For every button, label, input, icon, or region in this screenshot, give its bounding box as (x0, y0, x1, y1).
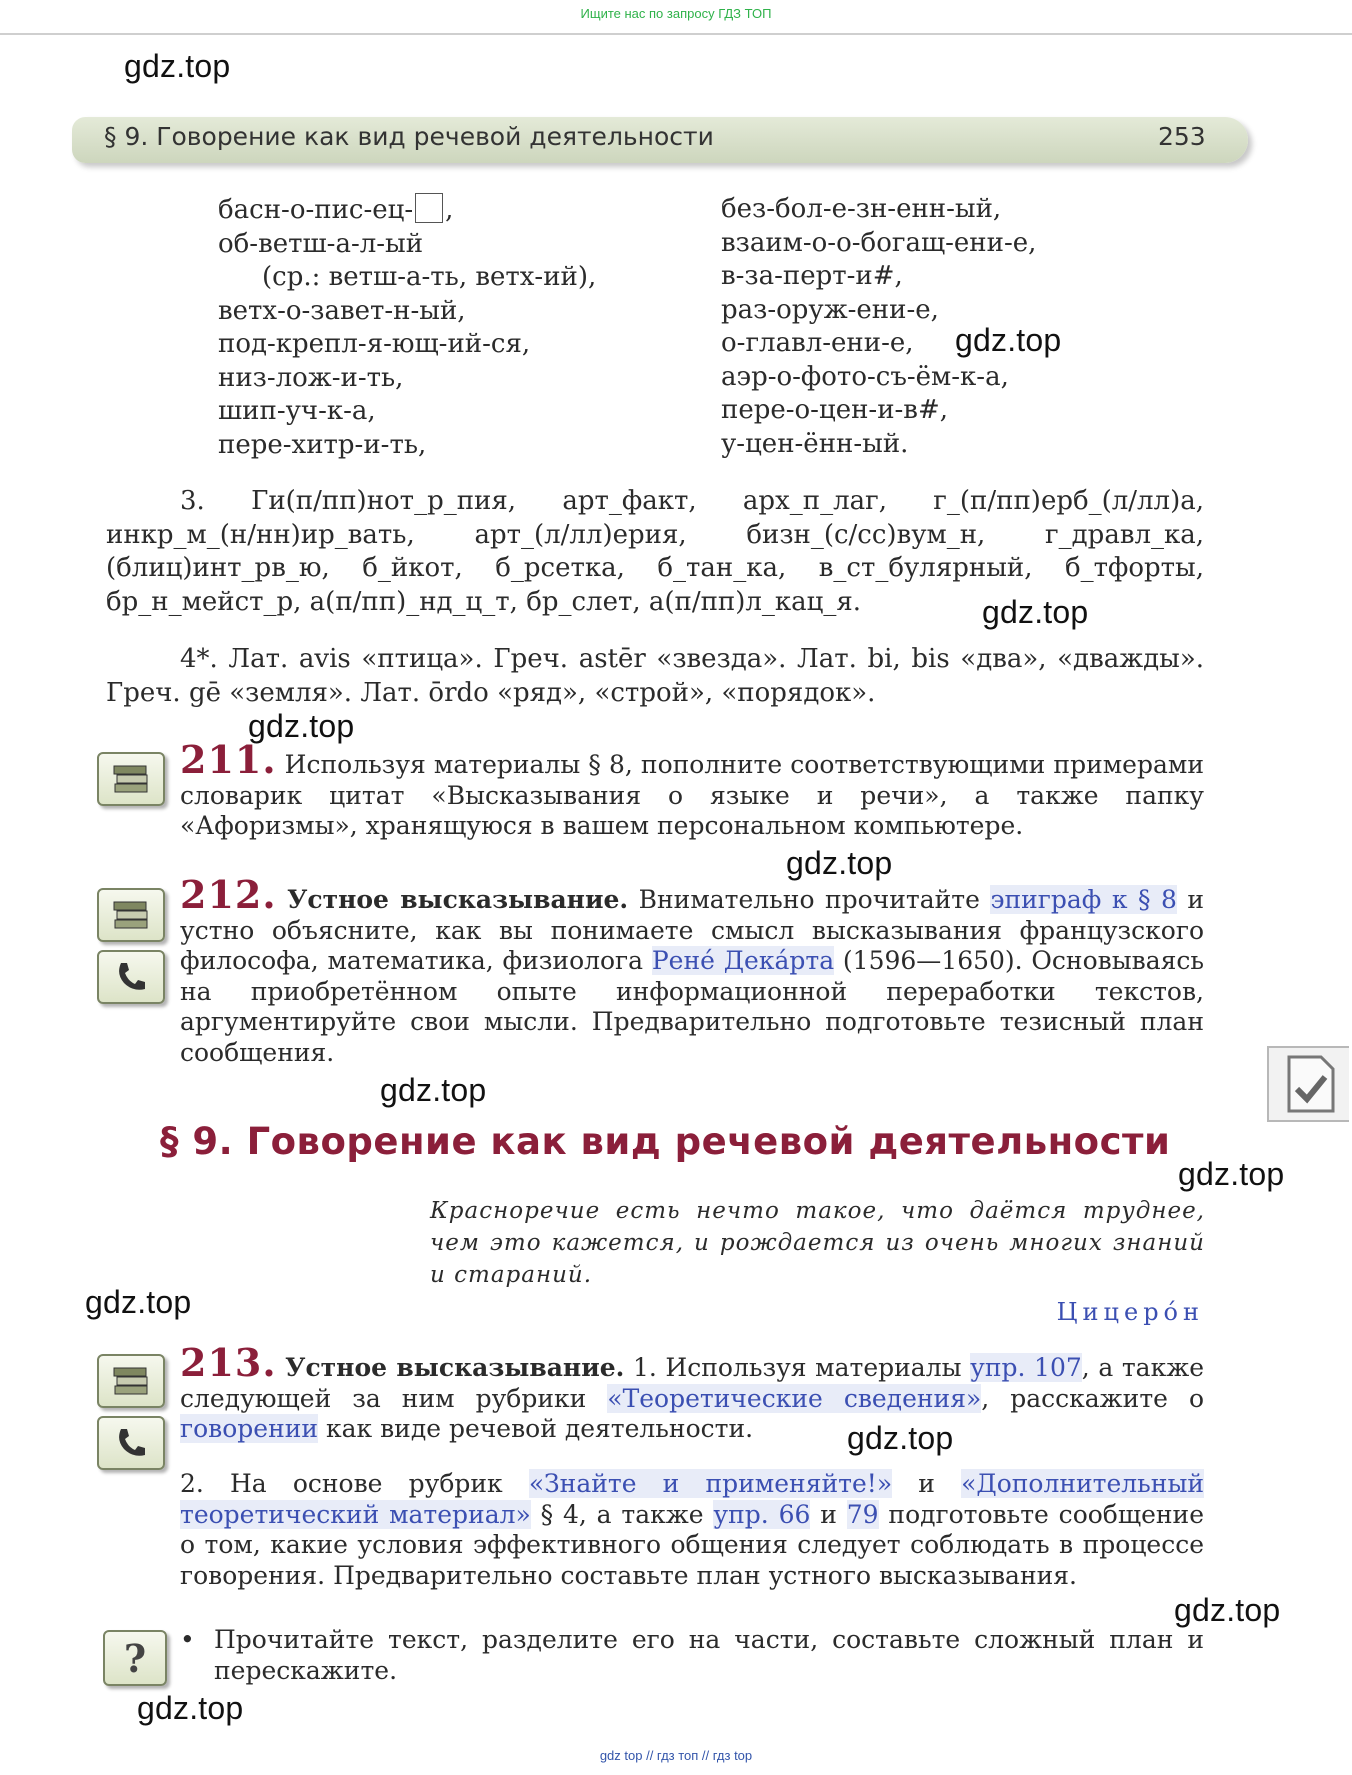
know-apply-link[interactable]: «Знайте и применяйте!» (528, 1469, 893, 1498)
exercise-213-part-2 (180, 1469, 1204, 1591)
word-item: об-ветш-а-л-ый (218, 228, 424, 259)
watermark: gdz.top (137, 1690, 244, 1726)
check-document-icon[interactable] (1267, 1046, 1349, 1122)
answer-paragraph-4: 4*. Лат. avis «птица». Греч. astēr «звезда». Лат. bi, bis «два», «дважды». Греч. gē «земля». Лат. ōrdo «ряд», «строй», «порядок». (106, 644, 1204, 708)
exercise-107-link[interactable]: упр. 107 (970, 1353, 1082, 1382)
exercise-text: и (892, 1469, 962, 1498)
running-header-title: § 9. Говорение как вид речевой деятельности (104, 122, 714, 151)
exercise-text: Внимательно прочитайте (628, 885, 991, 914)
exercise-text: как виде речевой деятельности. (318, 1414, 754, 1443)
word-item: пере-о-цен-и-в#, (721, 395, 948, 425)
watermark: gdz.top (124, 48, 231, 84)
exercise-lead: Устное высказывание. (287, 885, 629, 914)
top-note: Ищите нас по запросу ГДЗ ТОП (580, 6, 772, 21)
bullet-icon: • (180, 1625, 195, 1654)
answer-paragraph-3: 3. Ги(п/пп)нот_р_пия, арт_факт, арх_п_лаг, г_(п/пп)ерб_(л/лл)а, инкр_м_(н/нн)ир_вать, арт_(л/лл)ерия, бизн_(с/сс)вум_н, г_дравл_ка, (блиц)инт_рв_ю, б_йкот, б_рсетка, б_тан_ка, в_ст_булярный, б_тфорты, бр_н_мейст_р, а(п/пп)_нд_ц_т, бр_слет, а(п/пп)л_кац_я. (106, 486, 1204, 617)
epigraph: Красноречие есть нечто такое, что даётся труднее, чем это кажется, и рождается из очень многих знаний и стараний. (430, 1198, 1205, 1288)
word-list-right (721, 193, 1036, 461)
exercise-number: 212. (180, 872, 277, 917)
exercise-text: , а также следующей за ним рубрики (180, 1353, 1204, 1413)
exercise-212 (180, 872, 1205, 1068)
word-item: басн-о-пис-ец- (218, 195, 414, 225)
book-stack-icon (97, 888, 165, 942)
word-item: ветх-о-завет-н-ый, (218, 295, 466, 326)
epigraph-author: Цицеро́н (1056, 1298, 1204, 1326)
theory-link[interactable]: «Теоретические сведения» (607, 1383, 982, 1413)
word-item: без-бол-е-зн-енн-ый, (721, 194, 1002, 224)
watermark: gdz.top (847, 1420, 954, 1456)
word-item: в-за-перт-и#, (721, 261, 903, 291)
extra-theory-link[interactable]: «Дополнительный теоретический материал» (180, 1469, 1205, 1529)
book-stack-icon (97, 1354, 165, 1408)
word-item: под-крепл-я-ющ-ий-ся, (218, 329, 531, 359)
word-item: пере-хитр-и-ть, (218, 429, 427, 460)
exercise-211 (180, 737, 1204, 842)
exercise-text: Используя материалы § 8, пополните соответствующими примерами словарик цитат «Высказывания о языке и речи», а также папку «Афоризмы», хранящуюся в вашем персональном компьютере. (180, 750, 1204, 840)
page-number: 253 (1158, 122, 1206, 151)
word-item: о-главл-ени-е, (721, 328, 914, 358)
watermark: gdz.top (1174, 1592, 1281, 1628)
descartes-link[interactable]: Рене́ Дека́рта (651, 946, 835, 975)
word-item: раз-оруж-ени-е, (721, 294, 939, 325)
footer-links: gdz top // гдз топ // гдз top (599, 1748, 753, 1763)
phone-icon (97, 950, 165, 1004)
empty-box-icon (415, 193, 443, 223)
question-icon: ? (103, 1630, 167, 1686)
exercise-79-link[interactable]: 79 (846, 1499, 879, 1529)
word-item: (ср.: ветш-а-ть, ветх-ий), (262, 262, 597, 292)
watermark: gdz.top (1178, 1156, 1285, 1192)
epigraph-link[interactable]: эпиграф к § 8 (990, 885, 1177, 914)
watermark: gdz.top (248, 708, 355, 744)
exercise-213 (180, 1340, 1205, 1445)
watermark: gdz.top (380, 1072, 487, 1108)
exercise-text: подготовьте сообщение о том, какие условия эффективного общения следует соблюдать в процессе говорения. Предварительно составьте план устного высказывания. (180, 1499, 1204, 1590)
comma: , (445, 195, 454, 225)
watermark: gdz.top (982, 594, 1089, 630)
watermark: gdz.top (786, 845, 893, 881)
word-item: взаим-о-о-богащ-ени-е, (721, 227, 1037, 258)
exercise-text: и (810, 1499, 847, 1529)
section-title: § 9. Говорение как вид речевой деятельности (160, 1120, 1171, 1163)
exercise-text: § 4, а также (530, 1499, 714, 1529)
exercise-text: 2. На основе рубрик (180, 1469, 529, 1498)
book-stack-icon (97, 752, 165, 806)
word-list-left (218, 193, 596, 462)
exercise-text: 1. Используя материалы (624, 1353, 971, 1382)
exercise-lead: Устное высказывание. (285, 1353, 625, 1382)
exercise-text: и устно объясните, как вы понимаете смысл высказывания французского философа, математика, физиолога (180, 885, 1205, 975)
word-item: у-цен-ённ-ый. (721, 428, 909, 459)
task-text: Прочитайте текст, разделите его на части, составьте сложный план и перескажите. (214, 1625, 1204, 1685)
speaking-link[interactable]: говорении (180, 1414, 319, 1443)
phone-icon (97, 1416, 165, 1470)
word-item: аэр-о-фото-съ-ём-к-а, (721, 361, 1009, 392)
watermark: gdz.top (955, 322, 1062, 358)
top-divider (0, 33, 1352, 35)
exercise-66-link[interactable]: упр. 66 (713, 1499, 811, 1529)
exercise-text: (1596—1650). Основываясь на приобретённом опыте информационной переработки текстов, аргументируйте свои мысли. Предварительно подготовьте тезисный план сообщения. (180, 946, 1204, 1067)
task-bullet (180, 1625, 1204, 1686)
word-item: шип-уч-к-а, (218, 396, 376, 426)
exercise-number: 211. (180, 737, 277, 782)
watermark: gdz.top (85, 1284, 192, 1320)
word-item: низ-лож-и-ть, (218, 362, 404, 393)
exercise-number: 213. (180, 1340, 277, 1385)
exercise-text: , расскажите о (981, 1383, 1205, 1413)
